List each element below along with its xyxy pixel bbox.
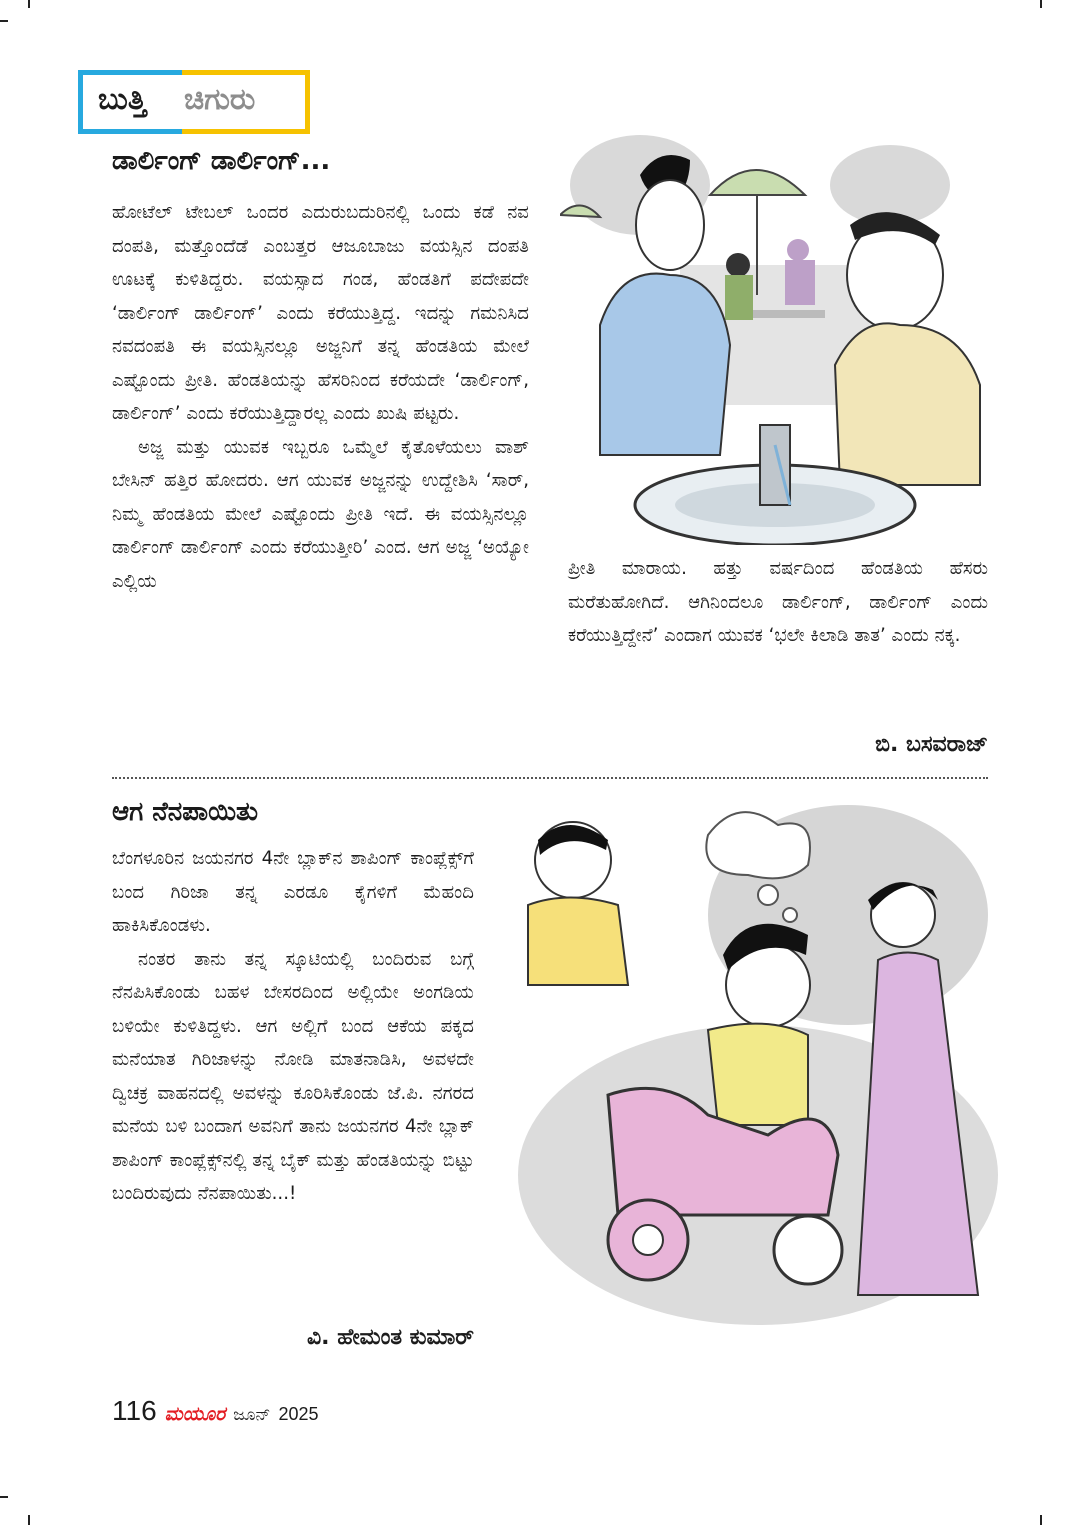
section-badge-word2: ಚಿಗುರು (184, 82, 256, 117)
crop-mark (28, 0, 30, 8)
crop-mark (0, 1496, 8, 1498)
crop-mark (0, 20, 8, 22)
story2-paragraph1: ಬೆಂಗಳೂರಿನ ಜಯನಗರ 4ನೇ ಬ್ಲಾಕ್‌ನ ಶಾಪಿಂಗ್ ಕಾಂಪ್ಲೆಕ್ಸ್‌ಗೆ ಬಂದ ಗಿರಿಜಾ ತನ್ನ ಎರಡೂ ಕೈಗಳಿಗೆ ಮೆಹಂದಿ ಹಾಕಿಸಿಕೊಂಡಳು. (112, 848, 474, 936)
crop-mark (28, 1515, 30, 1525)
story1-paragraph1: ಹೋಟೆಲ್ ಟೇಬಲ್ ಒಂದರ ಎದುರುಬದುರಿನಲ್ಲಿ ಒಂದು ಕಡೆ ನವ ದಂಪತಿ, ಮತ್ತೊಂದೆಡೆ ಎಂಬತ್ತರ ಆಜೂಬಾಜು ವಯಸ್ಸಿನ ದಂಪತಿ ಊಟಕ್ಕೆ ಕುಳಿತಿದ್ದರು. ವಯಸ್ಸಾದ ಗಂಡ, ಹೆಂಡತಿಗೆ ಪದೇಪದೇ ‘ಡಾರ್ಲಿಂಗ್ ಡಾರ್ಲಿಂಗ್’ ಎಂದು ಕರೆಯುತ್ತಿದ್ದ. ಇದನ್ನು ಗಮನಿಸಿದ ನವದಂಪತಿ ಈ ವಯಸ್ಸಿನಲ್ಲೂ ಅಜ್ಜನಿಗೆ ತನ್ನ ಹೆಂಡತಿಯ ಮೇಲೆ ಎಷ್ಟೊಂದು ಪ್ರೀತಿ. ಹೆಂಡತಿಯನ್ನು ಹೆಸರಿನಿಂದ ಕರೆಯದೇ ‘ಡಾರ್ಲಿಂಗ್, ಡಾರ್ಲಿಂಗ್’ ಎಂದು ಕರೆಯುತ್ತಿದ್ದಾರಲ್ಲ ಎಂದು ಖುಷಿ ಪಟ್ಟರು. (112, 202, 529, 424)
crop-mark (1040, 0, 1042, 8)
page-footer (112, 1395, 319, 1427)
magazine-logo: ಮಯೂರ (164, 1403, 226, 1425)
story2-title: ಆಗ ನೆನಪಾಯಿತು (112, 797, 259, 827)
illustration-scooter (508, 795, 1008, 1335)
story1-author: ಬಿ. ಬಸವರಾಜ್ (875, 732, 988, 757)
story1-title: ಡಾರ್ಲಿಂಗ್ ಡಾರ್ಲಿಂಗ್... (112, 146, 331, 176)
story1-column1 (112, 196, 529, 598)
story2-paragraph2: ನಂತರ ತಾನು ತನ್ನ ಸ್ಕೂಟಿಯಲ್ಲಿ ಬಂದಿರುವ ಬಗ್ಗೆ ನೆನಪಿಸಿಕೊಂಡು ಬಹಳ ಬೇಸರದಿಂದ ಅಲ್ಲಿಯೇ ಅಂಗಡಿಯ ಬಳಿಯೇ ಕುಳಿತಿದ್ದಳು. ಆಗ ಅಲ್ಲಿಗೆ ಬಂದ ಆಕೆಯ ಪಕ್ಕದ ಮನೆಯಾತ ಗಿರಿಜಾಳನ್ನು ನೋಡಿ ಮಾತನಾಡಿಸಿ, ಅವಳದೇ ದ್ವಿಚಕ್ರ ವಾಹನದಲ್ಲಿ ಅವಳನ್ನು ಕೂರಿಸಿಕೊಂಡು ಜೆ.ಪಿ. ನಗರದ ಮನೆಯ ಬಳಿ ಬಂದಾಗ ಅವನಿಗೆ ತಾನು ಜಯನಗರ 4ನೇ ಬ್ಲಾಕ್ ಶಾಪಿಂಗ್ ಕಾಂಪ್ಲೆಕ್ಸ್‌ನಲ್ಲಿ ತನ್ನ ಬೈಕ್ ಮತ್ತು ಹೆಂಡತಿಯನ್ನು ಬಿಟ್ಟು ಬಂದಿರುವುದು ನೆನಪಾಯಿತು...! (112, 948, 474, 1204)
page-number: 116 (112, 1395, 157, 1426)
story1-paragraph3: ಪ್ರೀತಿ ಮಾರಾಯ. ಹತ್ತು ವರ್ಷದಿಂದ ಹೆಂಡತಿಯ ಹೆಸರು ಮರೆತುಹೋಗಿದೆ. ಆಗಿನಿಂದಲೂ ಡಾರ್ಲಿಂಗ್, ಡಾರ್ಲಿಂಗ್ ಎಂದು ಕರೆಯುತ್ತಿದ್ದೇನೆ’ ಎಂದಾಗ ಯುವಕ ‘ಭಲೇ ಕಿಲಾಡಿ ತಾತ’ ಎಂದು ನಕ್ಕ. (568, 558, 988, 646)
story2-author: ವಿ. ಹೇಮಂತ ಕುಮಾರ್ (306, 1325, 474, 1350)
section-badge (78, 70, 310, 134)
illustration-wash-basin (560, 125, 992, 545)
story-separator (112, 777, 988, 779)
issue-year: 2025 (278, 1404, 319, 1424)
issue-month: ಜೂನ್ (233, 1405, 271, 1425)
story1-paragraph2: ಅಜ್ಜ ಮತ್ತು ಯುವಕ ಇಬ್ಬರೂ ಒಮ್ಮೆಲೆ ಕೈತೊಳೆಯಲು ವಾಶ್ ಬೇಸಿನ್ ಹತ್ತಿರ ಹೋದರು. ಆಗ ಯುವಕ ಅಜ್ಜನನ್ನು ಉದ್ದೇಶಿಸಿ ‘ಸಾರ್, ನಿಮ್ಮ ಹೆಂಡತಿಯ ಮೇಲೆ ಎಷ್ಟೊಂದು ಪ್ರೀತಿ ಇದೆ. ಈ ವಯಸ್ಸಿನಲ್ಲೂ ಡಾರ್ಲಿಂಗ್ ಡಾರ್ಲಿಂಗ್ ಎಂದು ಕರೆಯುತ್ತೀರಿ’ ಎಂದ. ಆಗ ಅಜ್ಜ ‘ಅಯ್ಯೋ ಎಲ್ಲಿಯ (112, 436, 529, 592)
story1-column2 (568, 552, 988, 653)
story2-column (112, 842, 474, 1211)
crop-mark (1040, 1515, 1042, 1525)
section-badge-word1: ಬುತ್ತಿ (98, 82, 147, 117)
